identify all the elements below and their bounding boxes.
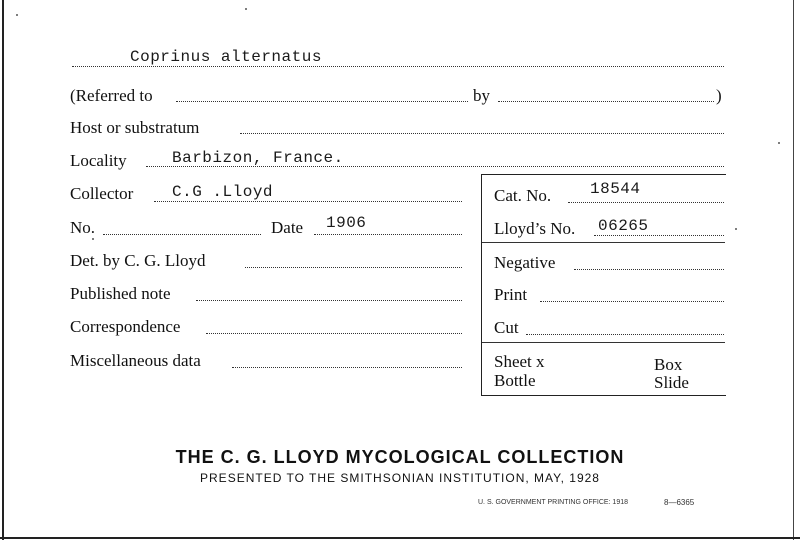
locality-value: Barbizon, France. <box>172 149 344 167</box>
collector-value: C.G .Lloyd <box>172 183 274 201</box>
box-divider-2 <box>482 342 725 343</box>
lloyds-no-label: Lloyd’s No. <box>494 219 576 238</box>
collection-title: THE C. G. LLOYD MYCOLOGICAL COLLECTION <box>175 447 625 467</box>
negative-label: Negative <box>494 253 556 272</box>
print-label: Print <box>494 285 528 304</box>
negative-line <box>574 269 724 270</box>
date-value: 1906 <box>326 214 367 232</box>
species-line <box>72 66 724 67</box>
misc-label: Miscellaneous data <box>70 351 201 370</box>
species-name: Coprinus alternatus <box>130 48 322 66</box>
det-by-line <box>245 267 462 268</box>
collection-subtitle: PRESENTED TO THE SMITHSONIAN INSTITUTION, MAY, 1928 <box>200 471 600 485</box>
scan-speck <box>778 142 780 144</box>
sheet-mark: x <box>536 352 545 371</box>
cut-line <box>526 334 724 335</box>
sheet-label-text: Sheet <box>494 352 532 371</box>
number-line <box>103 234 261 235</box>
referred-to-label: (Referred to <box>70 86 153 105</box>
date-line <box>314 234 462 235</box>
det-by-label: Det. by C. G. Lloyd <box>70 251 206 270</box>
slide-label: Slide <box>654 373 689 392</box>
correspondence-line <box>206 333 462 334</box>
misc-line <box>232 367 462 368</box>
referred-close-paren: ) <box>716 86 722 105</box>
published-note-line <box>196 300 462 301</box>
cat-no-label: Cat. No. <box>494 186 552 205</box>
scan-speck <box>735 228 737 230</box>
form-number: 8—6365 <box>664 498 695 507</box>
scan-speck <box>92 238 94 240</box>
scan-speck <box>245 8 247 10</box>
scan-speck <box>16 14 18 16</box>
cut-label: Cut <box>494 318 519 337</box>
locality-label: Locality <box>70 151 127 170</box>
correspondence-label: Correspondence <box>70 317 181 336</box>
cat-no-line <box>568 202 724 203</box>
lloyds-no-line <box>594 235 724 236</box>
sheet-label <box>494 352 545 372</box>
date-label: Date <box>271 218 304 237</box>
host-label: Host or substratum <box>70 118 200 137</box>
referred-by-line <box>498 101 714 102</box>
cat-no-value: 18544 <box>590 180 641 198</box>
collector-label: Collector <box>70 184 134 203</box>
referred-to-line <box>176 101 468 102</box>
printing-office-note: U. S. GOVERNMENT PRINTING OFFICE: 1918 <box>478 499 629 506</box>
box-divider-1 <box>482 242 725 243</box>
box-label: Box <box>654 355 683 374</box>
collector-line <box>154 201 462 202</box>
referred-by-label: by <box>473 86 490 105</box>
bottle-label: Bottle <box>494 371 536 390</box>
published-note-label: Published note <box>70 284 171 303</box>
lloyds-no-value: 06265 <box>598 217 649 235</box>
number-label: No. <box>70 218 96 237</box>
host-line <box>240 133 724 134</box>
print-line <box>540 301 724 302</box>
card-bottom-edge <box>0 537 800 539</box>
